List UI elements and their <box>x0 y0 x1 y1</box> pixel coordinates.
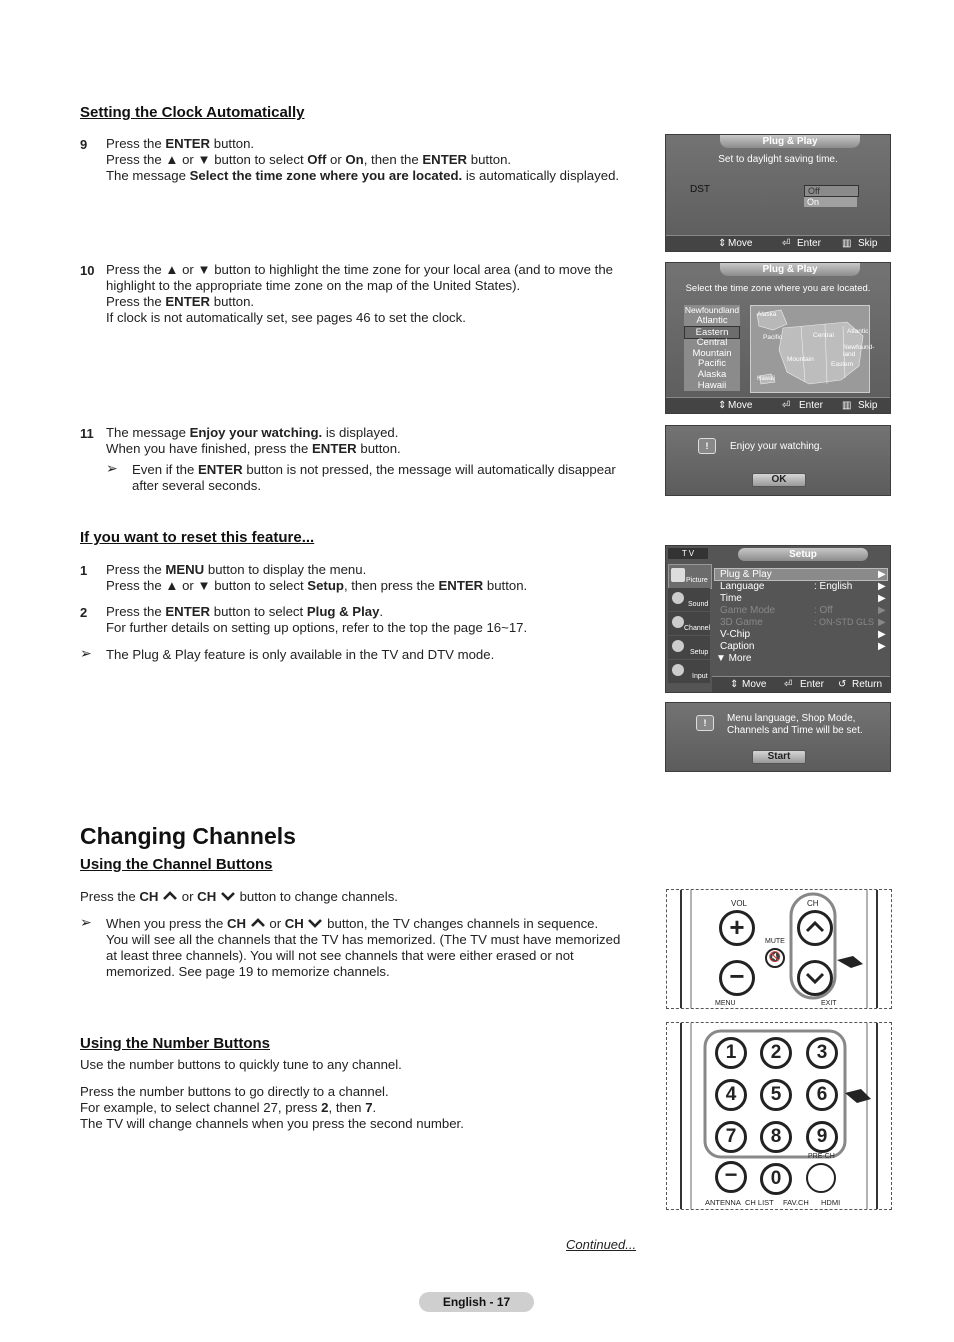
submenu-arrow-icon: ▶ <box>878 581 886 592</box>
step-number: 10 <box>80 263 95 278</box>
osd-message: Select the time zone where you are located. <box>685 283 871 294</box>
info-icon: ! <box>698 438 716 454</box>
timezone-item[interactable]: Pacific <box>698 358 726 369</box>
section-heading-clock: Setting the Clock Automatically <box>80 104 305 121</box>
map-label: Pacific <box>763 334 783 341</box>
setup-items <box>714 568 888 670</box>
reset-step-1-text: Press the MENU button to display the menu. Press the ▲ or ▼ button to select Setup, then press the ENTER button. <box>106 562 528 593</box>
number-instructions: Press the number buttons to go directly to a channel. For example, to select channel 27, press 2, then 7. The TV will change channels when you press the second number. <box>80 1084 464 1131</box>
pre-ch-button[interactable] <box>806 1163 836 1193</box>
picture-icon <box>671 568 685 582</box>
enter-icon: ⏎ <box>782 238 791 249</box>
submenu-arrow-icon: ▶ <box>878 569 886 580</box>
prech-label: PRE-CH <box>808 1153 835 1160</box>
menu-item-time[interactable]: Time <box>720 593 742 604</box>
osd-title: Plug & Play <box>720 135 860 148</box>
setup-icon <box>672 640 684 652</box>
enter-icon: ⏎ <box>782 400 791 411</box>
step-11-text: The message Enjoy your watching. is displayed. When you have finished, press the ENTER button. <box>106 425 401 456</box>
map-label: Newfound-land <box>843 344 875 358</box>
dash-button[interactable]: − <box>715 1161 747 1193</box>
number-1-button[interactable]: 1 <box>715 1037 747 1069</box>
osd-footer <box>712 676 890 692</box>
menu-more[interactable]: ▼ More <box>716 653 752 664</box>
note-arrow-icon: ➢ <box>80 645 92 661</box>
continued-link[interactable]: Continued... <box>566 1237 637 1252</box>
step-9-text: Press the ENTER button. Press the ▲ or ▼ button to select Off or On, then the ENTER button. The message Select the time zone where you are located. is automatically displayed. <box>106 136 620 183</box>
osd-message: Set to daylight saving time. <box>718 154 838 165</box>
volume-down-button[interactable]: − <box>719 960 755 996</box>
enter-hint: Enter <box>797 238 821 249</box>
exit-label: EXIT <box>821 1000 837 1007</box>
number-5-button[interactable]: 5 <box>760 1079 792 1111</box>
menu-item-value: : Off <box>814 605 833 616</box>
submenu-arrow-icon: ▶ <box>878 629 886 640</box>
submenu-arrow-icon: ▶ <box>878 617 886 628</box>
number-3-button[interactable]: 3 <box>806 1037 838 1069</box>
move-icon: ⇕ <box>718 238 727 249</box>
reset-note: The Plug & Play feature is only available in the TV and DTV mode. <box>106 647 495 662</box>
submenu-arrow-icon: ▶ <box>878 605 886 616</box>
osd-start-screen <box>665 702 891 772</box>
osd-enjoy-screen <box>665 425 891 496</box>
chevron-down-icon <box>307 918 323 928</box>
channel-up-button[interactable] <box>797 910 833 946</box>
menu-item-vchip[interactable]: V-Chip <box>720 629 751 640</box>
menu-item-plug-play[interactable]: Plug & Play <box>720 569 772 580</box>
reset-step-2-text: Press the ENTER button to select Plug & Play. For further details on setting up options, refer to the top the page 16~17. <box>106 604 528 635</box>
enter-hint: Enter <box>799 400 823 411</box>
tab-input[interactable]: Input <box>668 660 710 683</box>
chevron-down-icon <box>220 891 236 901</box>
skip-hint: Skip <box>858 238 878 249</box>
page-title: Changing Channels <box>80 823 296 849</box>
info-icon: ! <box>696 715 714 731</box>
return-icon: ↺ <box>838 679 847 690</box>
section-heading-channel-buttons: Using the Channel Buttons <box>80 856 273 873</box>
number-2-button[interactable]: 2 <box>760 1037 792 1069</box>
step-number: 2 <box>80 605 88 620</box>
menu-item-game-mode: Game Mode <box>720 605 776 616</box>
tab-channel[interactable]: Channel <box>668 612 710 635</box>
move-icon: ⇕ <box>718 400 727 411</box>
osd-setup-menu <box>665 545 891 693</box>
move-hint: Move <box>728 400 753 411</box>
return-hint: Return <box>852 679 883 690</box>
hdmi-label: HDMI <box>821 1198 841 1207</box>
remote-channel-buttons <box>666 889 892 1009</box>
chevron-down-icon <box>805 971 825 985</box>
volume-up-button[interactable]: + <box>719 910 755 946</box>
page-number-badge: English - 17 <box>419 1292 534 1312</box>
tv-badge: T V <box>668 548 708 559</box>
favch-label: FAV.CH <box>783 1198 809 1207</box>
step-number: 1 <box>80 563 88 578</box>
vol-label: VOL <box>731 899 748 908</box>
mute-button[interactable]: 🔇 <box>765 948 785 968</box>
map-label: Eastern <box>831 361 854 368</box>
number-0-button[interactable]: 0 <box>760 1163 792 1195</box>
osd-message: Enjoy your watching. <box>730 441 823 452</box>
channel-down-button[interactable] <box>797 960 833 996</box>
section-heading-reset: If you want to reset this feature... <box>80 529 315 546</box>
number-8-button[interactable]: 8 <box>760 1121 792 1153</box>
tab-picture[interactable]: Picture <box>668 564 712 589</box>
menu-item-language[interactable]: Language <box>720 581 765 592</box>
mute-label: MUTE <box>765 938 785 945</box>
chlist-label: CH LIST <box>745 1198 774 1207</box>
skip-hint: Skip <box>858 400 878 411</box>
timezone-item[interactable]: Hawaii <box>697 380 727 391</box>
submenu-arrow-icon: ▶ <box>878 641 886 652</box>
map-label: Hawaii <box>757 376 776 382</box>
timezone-item[interactable]: Mountain <box>692 348 732 359</box>
note-arrow-icon: ➢ <box>106 460 118 476</box>
number-9-button[interactable]: 9 <box>806 1121 838 1153</box>
chevron-up-icon <box>250 918 266 928</box>
osd-message: Menu language, Shop Mode, Channels and Time will be set. <box>727 713 863 736</box>
enter-hint: Enter <box>800 679 824 690</box>
move-icon: ⇕ <box>730 679 739 690</box>
menu-item-value: : ON-STD GLS <box>814 617 875 627</box>
osd-footer <box>666 235 890 251</box>
remote-number-buttons <box>666 1022 892 1210</box>
move-hint: Move <box>728 238 753 249</box>
osd-timezone-screen <box>665 262 891 414</box>
step-11-note: Even if the ENTER button is not pressed, the message will automatically disappear after several seconds. <box>132 462 616 493</box>
note-arrow-icon: ➢ <box>80 914 92 930</box>
menu-item-3d-game: 3D Game <box>720 617 763 628</box>
submenu-arrow-icon: ▶ <box>878 593 886 604</box>
tab-setup[interactable]: Setup <box>668 636 710 659</box>
tab-sound[interactable]: Sound <box>668 588 710 611</box>
timezone-item[interactable]: Atlantic <box>696 315 728 326</box>
number-4-button[interactable]: 4 <box>715 1079 747 1111</box>
map-label: Atlantic <box>847 328 869 335</box>
chevron-up-icon <box>162 891 178 901</box>
dst-option-off[interactable]: Off <box>804 185 859 197</box>
antenna-label: ANTENNA <box>705 1198 741 1207</box>
start-button[interactable]: Start <box>752 750 806 764</box>
step-10-text: Press the ▲ or ▼ button to highlight the time zone for your local area (and to move the highlight to the appropriate time zone on the map of the United States). Press the ENTER button. If clock is not automatically set, see pages 46 to set the clock. <box>106 262 613 325</box>
move-hint: Move <box>742 679 767 690</box>
channel-note: When you press the CH or CH button, the TV changes channels in sequence. You will see all the channels that the TV has memorized. (The TV must have memorized at least three channels). You will not see channels that were either erased or not memorized. See page 19 to memorize channels. <box>106 916 621 979</box>
input-icon <box>672 664 684 676</box>
map-label: Alaska <box>757 311 777 318</box>
skip-icon: ▥ <box>842 400 852 411</box>
enter-icon: ⏎ <box>784 679 793 690</box>
map-label: Central <box>813 332 834 339</box>
timezone-list <box>684 305 740 391</box>
step-number: 9 <box>80 137 88 152</box>
osd-title: Setup <box>738 548 868 561</box>
dst-option-on[interactable]: On <box>804 197 857 207</box>
dst-label: DST <box>690 184 710 195</box>
us-map <box>750 305 875 393</box>
step-number: 11 <box>80 426 94 441</box>
timezone-item[interactable]: Alaska <box>697 369 727 380</box>
timezone-item[interactable]: Newfoundland <box>684 305 740 315</box>
ok-button[interactable]: OK <box>752 473 806 487</box>
menu-tabs <box>668 564 710 684</box>
sound-icon <box>672 592 684 604</box>
chevron-up-icon <box>805 920 825 934</box>
menu-item-caption[interactable]: Caption <box>720 641 755 652</box>
ch-label: CH <box>807 899 819 908</box>
menu-label: MENU <box>715 1000 736 1007</box>
osd-footer <box>666 397 890 413</box>
osd-title: Plug & Play <box>720 263 860 276</box>
number-6-button[interactable]: 6 <box>806 1079 838 1111</box>
osd-dst-screen <box>665 134 891 252</box>
channel-icon <box>672 616 684 628</box>
section-heading-number-buttons: Using the Number Buttons <box>80 1035 270 1052</box>
timezone-item[interactable]: Central <box>696 337 728 348</box>
number-intro: Use the number buttons to quickly tune to any channel. <box>80 1057 402 1072</box>
menu-item-value: : English <box>814 581 853 592</box>
skip-icon: ▥ <box>842 238 852 249</box>
map-label: Mountain <box>787 356 814 363</box>
channel-instruction: Press the CH or CH button to change channels. <box>80 889 398 904</box>
number-7-button[interactable]: 7 <box>715 1121 747 1153</box>
timezone-item-selected[interactable]: Eastern <box>684 326 740 339</box>
